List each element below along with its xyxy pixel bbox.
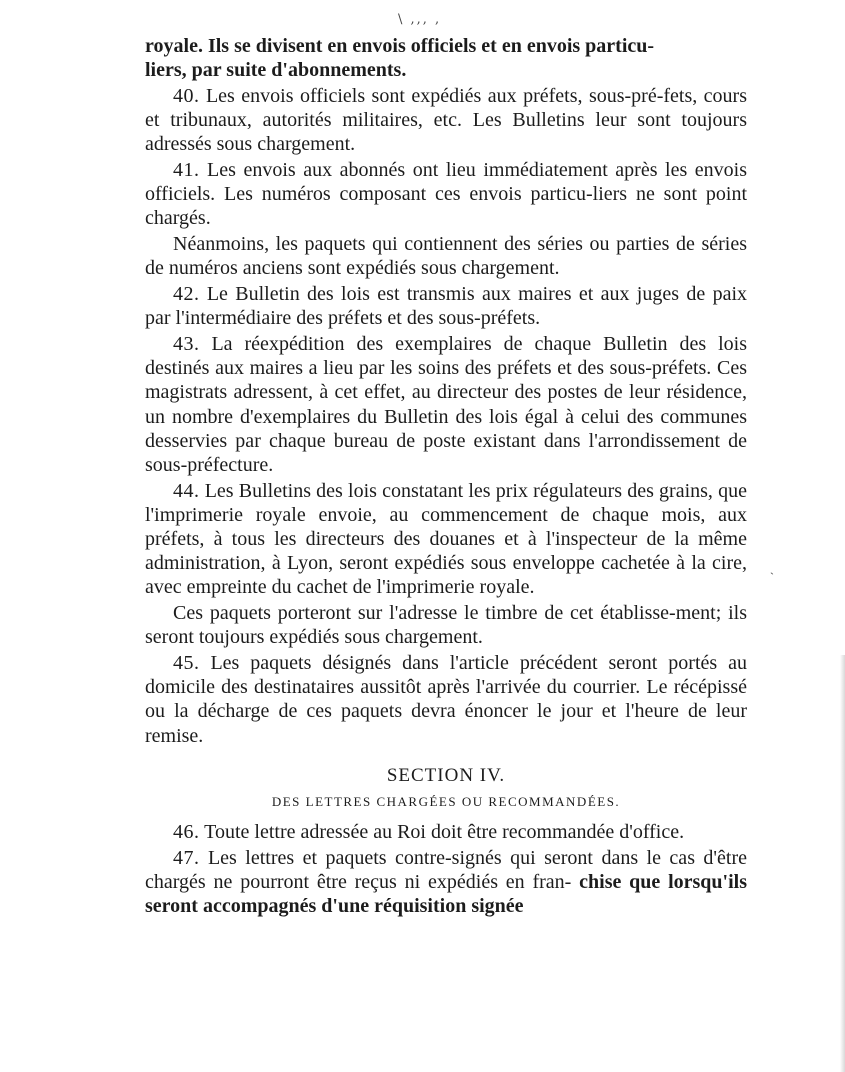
article-number: 42. [173,283,200,306]
article-number: 41. [173,159,200,182]
article-41 [145,158,747,231]
page-edge-shadow [840,655,845,1072]
article-41-continuation [145,232,747,280]
article-44-continuation [145,601,747,649]
opening-paragraph [145,34,747,82]
article-43 [145,332,747,477]
article-text: Les envois officiels sont expédiés aux préfets, sous-pré-fets, cours et tribunaux, autorités militaires, etc. Les Bulletins leur sont toujours adressés sous chargement. [145,84,748,156]
article-45 [145,651,747,748]
article-text: Les envois aux abonnés ont lieu immédiatement après les envois officiels. Les numéros composant ces envois particu-liers ne sont point chargés. [145,159,748,230]
section-subtitle: DES LETTRES CHARGÉES OU RECOMMANDÉES. [271,794,621,810]
article-number: 45. [173,652,200,675]
article-text-last-line: chise que lorsqu'ils seront accompagnés d'une réquisition signée [145,871,748,918]
article-number: 47. [173,847,200,869]
article-text: Néanmoins, les paquets qui contiennent des séries ou parties de séries de numéros anciens sont expédiés sous chargement. [145,233,747,280]
text-column [145,34,747,919]
article-42 [145,282,747,330]
opening-line-2: liers, par suite d'abonnements. [145,59,407,82]
article-number: 43. [173,332,200,355]
article-text: Les paquets désignés dans l'article précédent seront portés au domicile des destinataires aussitôt après l'arrivée du courrier. Le récépissé ou la décharge de ces paquets devra énoncer le jour et l'heure de leur remise. [145,652,748,747]
article-number: 46. [173,821,200,844]
opening-line-1: royale. Ils se divisent en envois officiels et en envois particu- [145,35,655,57]
article-46 [145,820,747,844]
article-number: 40. [173,84,200,107]
page-header-fragment: \ ,,, , [398,12,442,27]
stray-ink-mark: ˎ [770,561,774,575]
article-text: Ces paquets porteront sur l'adresse le timbre de cet établisse-ment; ils seront toujours expédiés sous chargement. [145,602,747,649]
article-text: Toute lettre adressée au Roi doit être recommandée d'office. [204,821,685,844]
article-44 [145,479,747,600]
article-text: La réexpédition des exemplaires de chaque Bulletin des lois destinés aux maires a lieu par les soins des préfets et des sous-préfets. Ces magistrats adressent, à cet effet, au directeur des postes de leur résidence, un nombre d'exemplaires du Bulletin des lois égal à celui des communes desservies par chaque bureau de poste existant dans l'arrondissement de sous-préfecture. [145,332,748,476]
article-number: 44. [173,479,200,502]
article-text: Les Bulletins des lois constatant les prix régulateurs des grains, que l'imprimerie royale envoie, au commencement de chaque mois, aux préfets, à tous les directeurs des douanes et à l'inspecteur de la même administration, à Lyon, seront expédiés sous enveloppe cachetée à la cire, avec empreinte du cachet de l'imprimerie royale. [145,479,747,599]
article-text: Les lettres et paquets contre-signés qui seront dans le cas d'être chargés ne pourront être reçus ni expédiés en fran- [145,847,747,894]
section-title: SECTION IV. [386,764,506,786]
article-40 [145,84,747,157]
article-47 [145,846,747,919]
article-text: Le Bulletin des lois est transmis aux maires et aux juges de paix par l'intermédiaire des préfets et des sous-préfets. [145,283,748,330]
